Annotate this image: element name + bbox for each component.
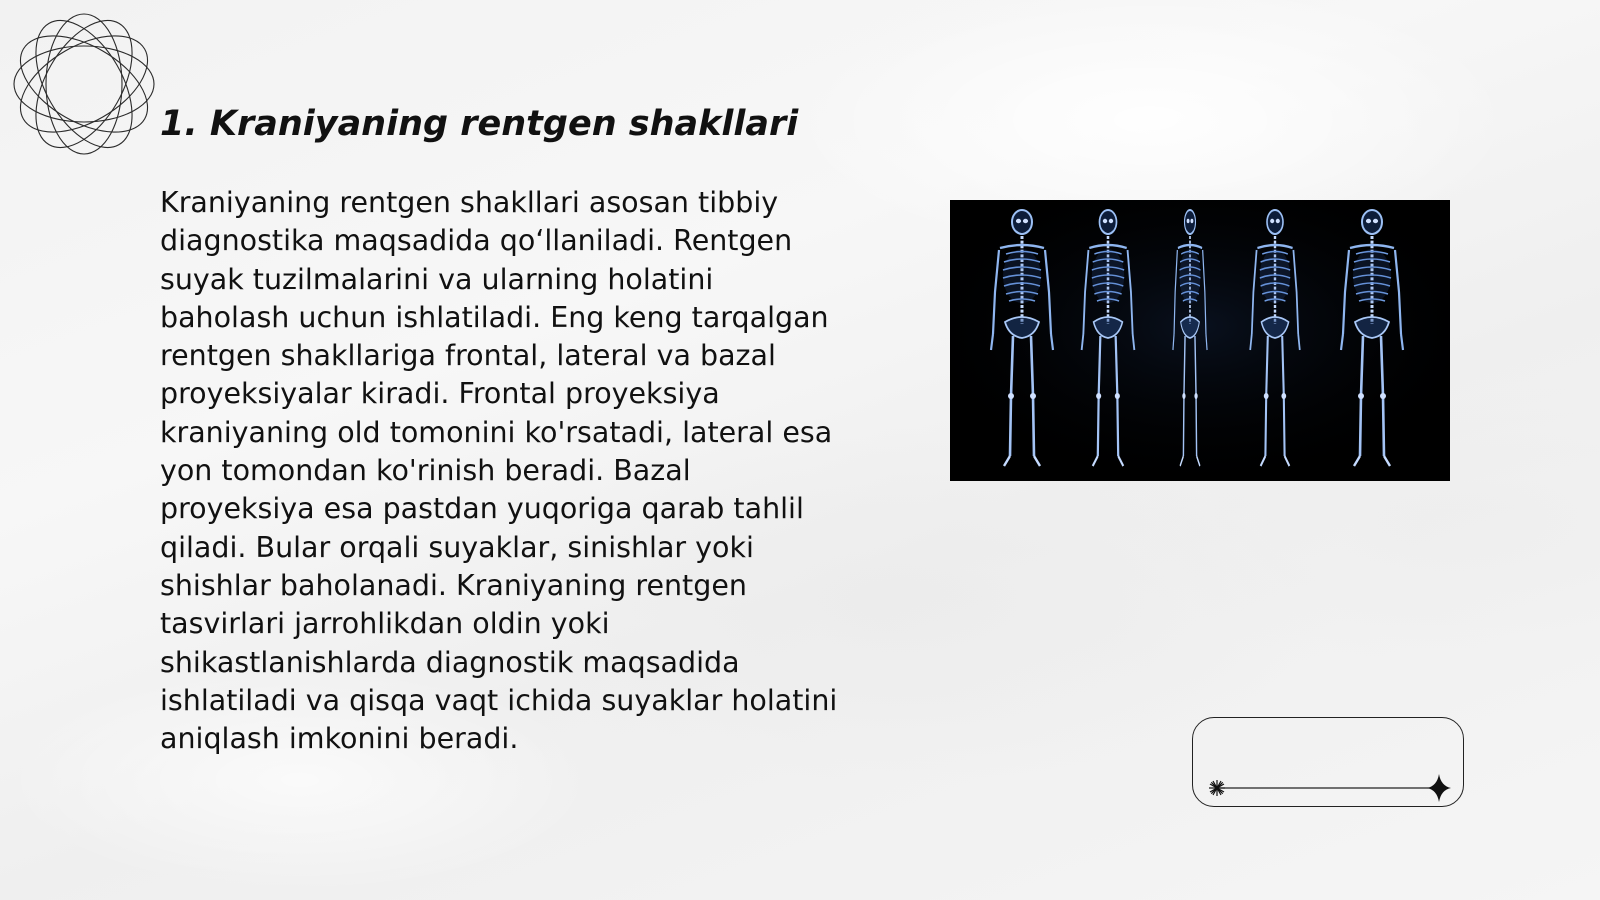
decorative-frame: [1192, 717, 1464, 807]
sparkle-star-icon: [1427, 774, 1451, 802]
xray-skeleton-image: [950, 200, 1450, 481]
slide-title: 1. Kraniyaning rentgen shakllari: [160, 104, 799, 144]
slide-body-text: Kraniyaning rentgen shakllari asosan tibbiy diagnostika maqsadida qo‘llaniladi. Rentgen suyak tuzilmalarini va ularning holatini baholash uchun ishlatiladi. Eng keng tarqalgan rentgen shakllariga frontal, lateral va bazal proyeksiyalar kiradi. Frontal proyeksiya kraniyaning old tomonini ko'rsatadi, lateral esa yon tomondan ko'rinish beradi. Bazal proyeksiya esa pastdan yuqoriga qarab tahlil qiladi. Bular orqali suyaklar, sinishlar yoki shishlar baholanadi. Kraniyaning rentgen tasvirlari jarrohlikdan oldin yoki shikastlanishlarda diagnostik maqsadida ishlatiladi va qisqa vaqt ichida suyaklar holatini aniqlash imkonini beradi.: [160, 186, 838, 756]
starburst-icon: [1209, 780, 1225, 796]
rosette-icon: [10, 10, 158, 158]
